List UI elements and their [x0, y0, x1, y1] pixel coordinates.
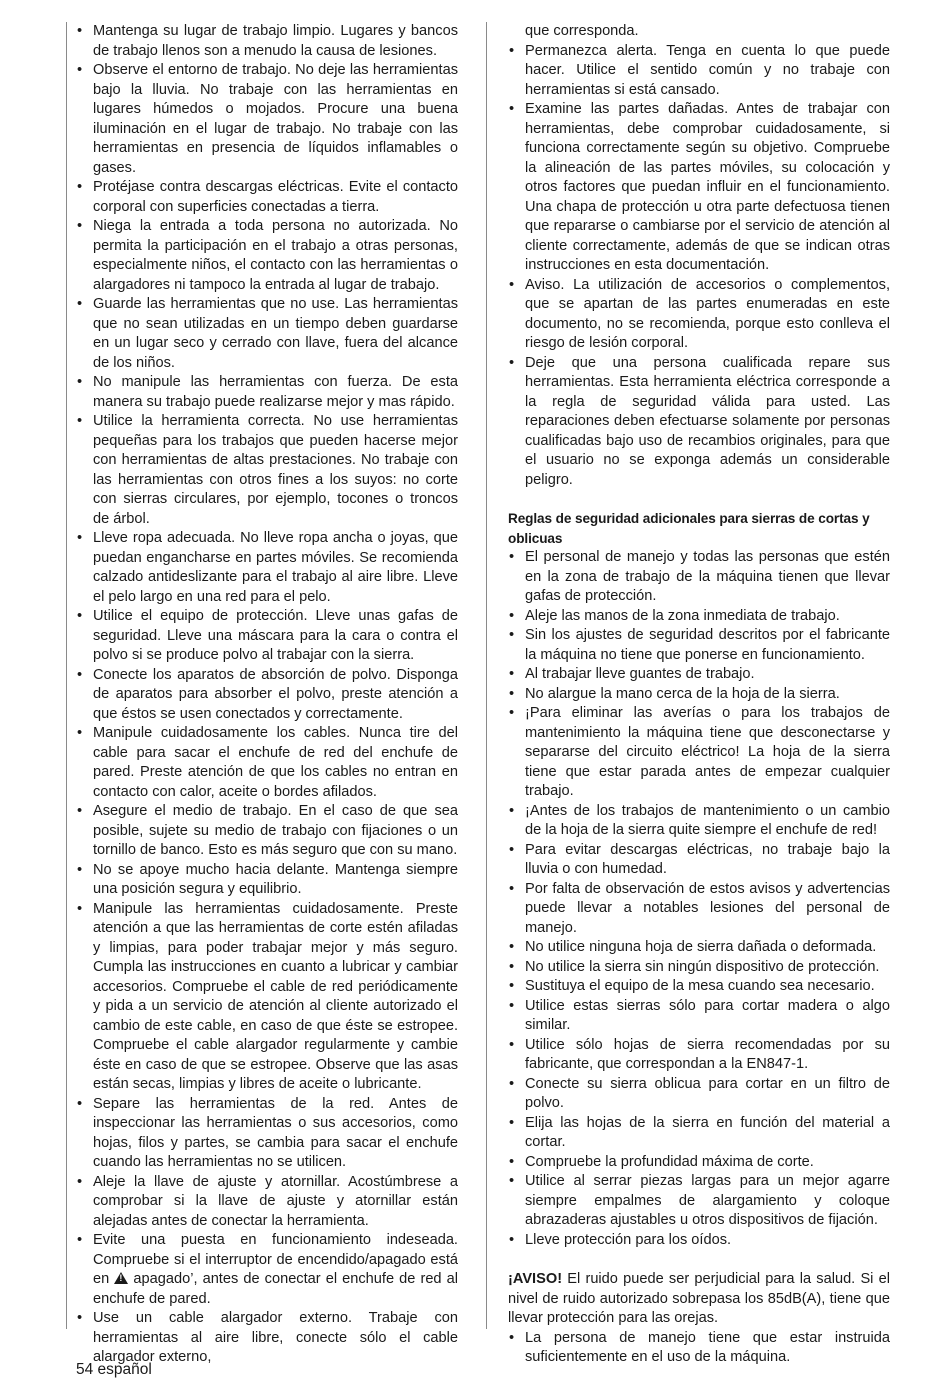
list-item: • Examine las partes dañadas. Antes de trabajar con herramientas, debe comprobar cuidadosamente, si funciona correctamente según su objetivo. Compruebe la alineación de las partes móviles, su colocación y otros factores que puedan influir en el funcionamiento. Una chapa de protección u otra parte defectuosa tienen que repararse o cambiarse por el servicio de atención al cliente correctamente, además de que se indican otras instrucciones en esta documentación. — [508, 100, 890, 276]
rule-item: • No alargue la mano cerca de la hoja de la sierra. — [508, 685, 890, 705]
list-item: • Observe el entorno de trabajo. No deje las herramientas bajo la lluvia. No trabaje con las herramientas en lugares húmedos o mojados. Procure una buena iluminación en el lugar de trabajo. No trabaje con las herramientas en presencia de líquidos inflamables o gases. — [76, 61, 458, 178]
rule-item: • Aleje las manos de la zona inmediata de trabajo. — [508, 607, 890, 627]
column-divider — [486, 22, 487, 1329]
list-item: • Manipule las herramientas cuidadosamente. Preste atención a que las herramientas de corte estén afiladas y limpias, para poder trabajar mejor y más seguro. Cumpla las instrucciones en cuanto a lubricar y cambiar accesorios. Compruebe el cable de red periódicamente y pida a un servicio de atención al cliente autorizado el cambio de este cable, en caso de que éste se estropee. Compruebe el cable alargador regularmente y cambie éste en caso de que se estropee. Observe que las asas están secas, limpias y libres de aceite o lubricante. — [76, 900, 458, 1095]
rule-item: • El personal de manejo y todas las personas que estén en la zona de trabajo de la máquina tienen que llevar gafas de protección. — [508, 548, 890, 607]
list-item: • Manipule cuidadosamente los cables. Nunca tire del cable para sacar el enchufe de red del enchufe de pared. Preste atención de que los cables no entran en contacto con calor, aceite o bordes afilados. — [76, 724, 458, 802]
rule-item: • Para evitar descargas eléctricas, no trabaje bajo la lluvia o con humedad. — [508, 841, 890, 880]
final-list — [508, 1329, 890, 1368]
rule-item: • Al trabajar lleve guantes de trabajo. — [508, 665, 890, 685]
rule-item: • ¡Para eliminar las averías o para los trabajos de mantenimiento la máquina tiene que desconectarse y separarse del circuito eléctrico! La hoja de la sierra tiene que estar parada antes de empezar cualquier trabajo. — [508, 704, 890, 802]
list-item: • No se apoye mucho hacia delante. Mantenga siempre una posición segura y equilibrio. — [76, 861, 458, 900]
noise-notice — [508, 1270, 890, 1329]
rule-item: • Lleve protección para los oídos. — [508, 1231, 890, 1251]
list-item: • Asegure el medio de trabajo. En el caso de que sea posible, sujete su medio de trabajo con fijaciones o un tornillo de banco. Esto es más seguro que con su mano. — [76, 802, 458, 861]
list-item: • Conecte los aparatos de absorción de polvo. Disponga de aparatos para absorber el polvo, preste atención a que éstos se usen conectados y correctamente. — [76, 666, 458, 725]
list-item: • Guarde las herramientas que no use. Las herramientas que no sean utilizadas en un tiempo deben guardarse en un lugar seco y cerrado con llave, fuera del alcance de los niños. — [76, 295, 458, 373]
safety-list-left — [76, 22, 458, 1368]
rule-item: • Conecte su sierra oblicua para cortar en un filtro de polvo. — [508, 1075, 890, 1114]
saw-rules-list — [508, 548, 890, 1250]
list-item: • Aleje la llave de ajuste y atornillar. Acostúmbrese a comprobar si la llave de ajuste y atornillar están alejadas antes de conectar la herramienta. — [76, 1173, 458, 1232]
rule-item: • ¡Antes de los trabajos de mantenimiento o un cambio de la hoja de la sierra quite siempre el enchufe de red! — [508, 802, 890, 841]
list-item: • Protéjase contra descargas eléctricas. Evite el contacto corporal con superficies conectadas a tierra. — [76, 178, 458, 217]
rule-item: • Elija las hojas de la sierra en función del material a cortar. — [508, 1114, 890, 1153]
rule-item: • Sin los ajustes de seguridad descritos por el fabricante la máquina no tiene que ponerse en funcionamiento. — [508, 626, 890, 665]
page-number: 54 español — [76, 1361, 152, 1378]
list-item: • Utilice la herramienta correcta. No use herramientas pequeñas para los trabajos que pueden hacerse mejor con herramientas de altas prestaciones. No trabaje con las herramientas con otros fines a los suyos: no corte con sierras circulares, por ejemplo, tocones o troncos de árbol. — [76, 412, 458, 529]
rule-item: • Utilice estas sierras sólo para cortar madera o algo similar. — [508, 997, 890, 1036]
continued-text: que corresponda. — [525, 23, 639, 39]
list-item: • La persona de manejo tiene que estar instruida suficientemente en el uso de la máquina. — [508, 1329, 890, 1368]
warning-triangle-icon — [114, 1272, 128, 1284]
rule-item: • Utilice sólo hojas de sierra recomendadas por su fabricante, que correspondan a la EN847-1. — [508, 1036, 890, 1075]
list-item: • Separe las herramientas de la red. Antes de inspeccionar las herramientas o sus accesorios, como hojas, filos y partes, se cambia para sacar el enchufe cuando las herramientas no se utilicen. — [76, 1095, 458, 1173]
switch-text-after: apagado’, antes de conectar el enchufe de red al enchufe de pared. — [93, 1271, 458, 1307]
list-item: • Aviso. La utilización de accesorios o complementos, que se apartan de las partes enumeradas en este documento, no se recomienda, porque esto conlleva el riesgo de lesión corporal. — [508, 276, 890, 354]
rule-item: • Sustituya el equipo de la mesa cuando sea necesario. — [508, 977, 890, 997]
rule-item: • Utilice al serrar piezas largas para un mejor agarre siempre empalmes de alargamiento y coloque abrazaderas ajustables u otros dispositivos de fijación. — [508, 1172, 890, 1231]
list-item: • Lleve ropa adecuada. No lleve ropa ancha o joyas, que puedan engancharse en partes móviles. Se recomienda calzado antideslizante para el trabajo al aire libre. Lleve el pelo largo en una red para el pelo. — [76, 529, 458, 607]
section-heading: Reglas de seguridad adicionales para sierras de cortas y oblicuas — [508, 511, 870, 546]
rule-item: • Por falta de observación de estos avisos y advertencias puede llevar a notables lesiones del personal de manejo. — [508, 880, 890, 939]
left-column — [76, 22, 458, 1368]
list-item: • Mantenga su lugar de trabajo limpio. Lugares y bancos de trabajo llenos son a menudo la causa de lesiones. — [76, 22, 458, 61]
notice-text: El ruido puede ser perjudicial para la salud. Si el nivel de ruido autorizado sobrepasa los 85dB(A), tiene que llevar protección para las orejas. — [508, 1271, 890, 1326]
list-item-switch — [76, 1231, 458, 1309]
left-margin-rule — [66, 22, 67, 1329]
safety-list-right — [508, 42, 890, 491]
list-item: • Niega la entrada a toda persona no autorizada. No permita la participación en el trabajo a otras personas, especialmente niños, el contacto con las herramientas o alargadores ni tampoco la entrada al lugar de trabajo. — [76, 217, 458, 295]
list-item: • Use un cable alargador externo. Trabaje con herramientas al aire libre, conecte sólo el cable alargador externo, — [76, 1309, 458, 1368]
rule-item: • No utilice la sierra sin ningún dispositivo de protección. — [508, 958, 890, 978]
right-column — [508, 22, 890, 1368]
list-item: • Utilice el equipo de protección. Lleve unas gafas de seguridad. Lleve una máscara para la cara o contra el polvo si se produce polvo al trabajar con la sierra. — [76, 607, 458, 666]
rule-item: • No utilice ninguna hoja de sierra dañada o deformada. — [508, 938, 890, 958]
rule-item: • Compruebe la profundidad máxima de corte. — [508, 1153, 890, 1173]
switch-text-before: Evite una puesta en funcionamiento indeseada. Compruebe si el interruptor de encendido/apagado está en — [93, 1232, 458, 1287]
list-item: • Permanezca alerta. Tenga en cuenta lo que puede hacer. Utilice el sentido común y no trabaje con herramientas si está cansado. — [508, 42, 890, 101]
list-item: • No manipule las herramientas con fuerza. De esta manera su trabajo puede realizarse mejor y mas rápido. — [76, 373, 458, 412]
list-item: • Deje que una persona cualificada repare sus herramientas. Esta herramienta eléctrica corresponde a la regla de seguridad válida para usted. Las reparaciones deben efectuarse solamente por personas cualificadas bajo uso de recambios originales, para que el usuario no se exponga además un considerable peligro. — [508, 354, 890, 491]
notice-label: ¡AVISO! — [508, 1271, 563, 1287]
